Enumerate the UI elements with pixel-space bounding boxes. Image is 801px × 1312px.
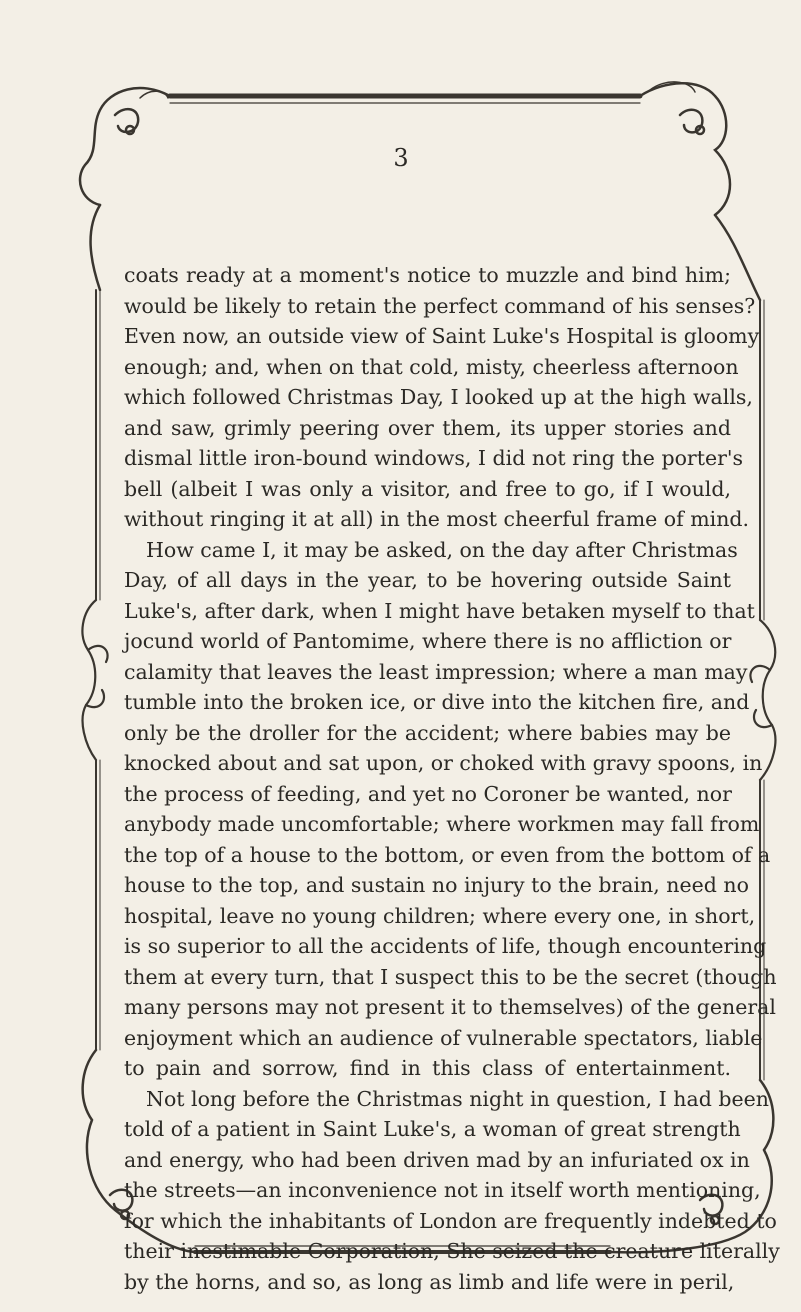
text-line: Even now, an outside view of Saint Luke's Hospital is gloomy (124, 324, 760, 348)
text-line: calamity that leaves the least impression; where a man may (124, 659, 748, 684)
body-text (124, 260, 780, 1297)
text-line: is so superior to all the accidents of life, though encountering (124, 934, 767, 958)
text-line: enough; and, when on that cold, misty, cheerless afternoon (124, 354, 739, 379)
text-line: and saw, grimly peering over them, its upper stories and (124, 415, 731, 440)
text-line: hospital, leave no young children; where every one, in short, (124, 903, 756, 928)
text-line: the process of feeding, and yet no Coroner be wanted, nor (124, 781, 732, 806)
text-line: to pain and sorrow, find in this class of entertainment. (124, 1056, 731, 1080)
left-mid-ornament-icon (82, 600, 107, 760)
text-line: many persons may not present it to themselves) of the general (124, 995, 776, 1019)
text-line: jocund world of Pantomime, where there is no affliction or (124, 629, 732, 653)
text-line: knocked about and sat upon, or choked with gravy spoons, in (124, 751, 763, 775)
top-border-rule (170, 96, 640, 103)
text-line: house to the top, and sustain no injury to the brain, need no (124, 873, 749, 897)
text-line: Luke's, after dark, when I might have betaken myself to that (124, 598, 755, 623)
text-line: by the horns, and so, as long as limb and life were in peril, (124, 1269, 735, 1294)
text-line: without ringing it at all) in the most cheerful frame of mind. (124, 507, 750, 531)
text-line: their inestimable Corporation, She seized the creature literally (124, 1239, 780, 1263)
text-line: tumble into the broken ice, or dive into the kitchen fire, and (124, 690, 750, 714)
text-line: How came I, it may be asked, on the day after Christmas (146, 537, 738, 562)
page-number: 3 (393, 144, 409, 172)
text-line: dismal little iron-bound windows, I did not ring the porter's (124, 446, 744, 470)
text-line: told of a patient in Saint Luke's, a woman of great strength (124, 1117, 741, 1141)
text-line: coats ready at a moment's notice to muzzle and bind him; (124, 263, 731, 287)
text-line: for which the inhabitants of London are frequently indebted to (124, 1208, 777, 1233)
text-line: would be likely to retain the perfect command of his senses? (124, 293, 756, 318)
text-line: bell (albeit I was only a visitor, and free to go, if I would, (124, 476, 731, 501)
text-line: only be the droller for the accident; where babies may be (124, 720, 731, 745)
text-line: Not long before the Christmas night in question, I had been (146, 1086, 769, 1111)
text-line: the streets—an inconvenience not in itself worth mentioning, (124, 1178, 761, 1202)
text-line: enjoyment which an audience of vulnerable spectators, liable (124, 1025, 763, 1050)
left-border-rule (96, 290, 100, 1050)
text-line: which followed Christmas Day, I looked up at the high walls, (124, 385, 753, 409)
text-line: and energy, who had been driven mad by an infuriated ox in (124, 1147, 750, 1172)
text-line: anybody made uncomfortable; where workmen may fall from (124, 812, 760, 836)
text-line: them at every turn, that I suspect this to be the secret (though (124, 964, 777, 989)
text-line: Day, of all days in the year, to be hovering outside Saint (124, 568, 731, 592)
text-line: the top of a house to the bottom, or even from the bottom of a (124, 842, 771, 867)
